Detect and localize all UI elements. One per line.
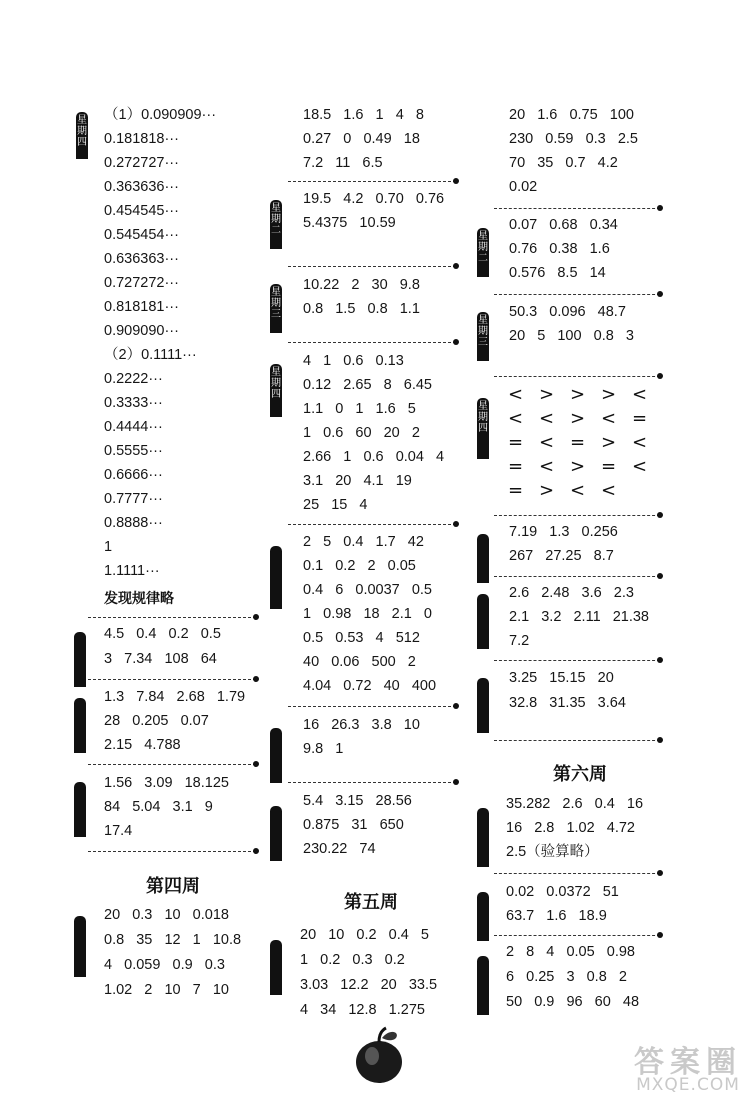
answer-line: 1.3 7.84 2.68 1.79 [104, 689, 246, 705]
answer-line: 230 0.59 0.3 2.5 [509, 131, 638, 147]
answer-line: 4 1 0.6 0.13 [303, 353, 404, 369]
answer-line: 17.4 [104, 823, 133, 839]
answer-line: 20 0.3 10 0.018 [104, 907, 229, 923]
week-5-heading: 第五周 [344, 892, 398, 913]
answer-line: 40 0.06 500 2 [303, 654, 416, 670]
answer-line: 50 0.9 96 60 48 [506, 994, 640, 1010]
text-line: 1 [104, 539, 113, 555]
answer-line: 1.56 3.09 18.125 [104, 775, 229, 791]
answer-line: 0.8 1.5 0.8 1.1 [303, 301, 420, 317]
divider [88, 679, 256, 680]
divider [494, 660, 660, 661]
answer-line: 1 0.6 60 20 2 [303, 425, 420, 441]
text-line: 0.272727··· [104, 155, 179, 171]
answer-line: 2 8 4 0.05 0.98 [506, 944, 635, 960]
divider [494, 208, 660, 209]
answer-line: 0.27 0 0.49 18 [303, 131, 420, 147]
answer-line: 267 27.25 8.7 [509, 548, 614, 564]
text-line: 0.636363··· [104, 251, 179, 267]
text-line: 0.454545··· [104, 203, 179, 219]
divider [88, 617, 256, 618]
answer-line: 4 34 12.8 1.275 [300, 1002, 425, 1018]
text-line: 0.7777··· [104, 491, 163, 507]
answer-line: 18.5 1.6 1 4 8 [303, 107, 424, 123]
comparison-grid [500, 383, 655, 503]
answer-line: 6 0.25 3 0.8 2 [506, 969, 627, 985]
day-tab-block [477, 956, 489, 1015]
answer-line: 70 35 0.7 4.2 [509, 155, 618, 171]
day-tab-block [74, 632, 86, 687]
text-line: 1.1111··· [104, 563, 160, 579]
answer-line: 1 0.2 0.3 0.2 [300, 952, 405, 968]
answer-line: 0.5 0.53 4 512 [303, 630, 420, 646]
watermark [634, 1037, 742, 1095]
divider [88, 851, 256, 852]
answer-line: 2.15 4.788 [104, 737, 181, 753]
day-tab-tuesday: 星期二 [477, 228, 489, 277]
day-tab-block [477, 594, 489, 649]
divider [288, 782, 456, 783]
day-tab-block [477, 808, 489, 867]
text-line: （2）0.1111··· [104, 347, 197, 363]
answer-line: 4 0.059 0.9 0.3 [104, 957, 225, 973]
day-tab-thursday: 星期四 [76, 112, 88, 159]
watermark-en: MXQE.COM [636, 1075, 740, 1095]
answer-line: 0.1 0.2 2 0.05 [303, 558, 416, 574]
text-line: 0.727272··· [104, 275, 179, 291]
day-tab-block [270, 546, 282, 609]
answer-line: 0.4 6 0.0037 0.5 [303, 582, 432, 598]
answer-line: 0.02 [509, 179, 538, 195]
answer-line: 4.5 0.4 0.2 0.5 [104, 626, 221, 642]
text-line: 0.909090··· [104, 323, 179, 339]
divider [494, 873, 660, 874]
answer-line: 3.25 15.15 20 [509, 670, 614, 686]
answer-line: 7.19 1.3 0.256 [509, 524, 618, 540]
compare-row: < > > > < [507, 384, 648, 405]
answer-line: 3 7.34 108 64 [104, 651, 217, 667]
divider [494, 740, 660, 741]
text-line: （1）0.090909··· [104, 107, 217, 123]
answer-line: 20 10 0.2 0.4 5 [300, 927, 429, 943]
answer-line: 5.4 3.15 28.56 [303, 793, 412, 809]
answer-line: 19.5 4.2 0.70 0.76 [303, 191, 445, 207]
answer-line: 3.03 12.2 20 33.5 [300, 977, 438, 993]
answer-line: 0.8 35 12 1 10.8 [104, 932, 242, 948]
answer-line: 1 0.98 18 2.1 0 [303, 606, 432, 622]
day-tab-block [477, 678, 489, 733]
divider [494, 576, 660, 577]
divider [288, 524, 456, 525]
answer-line: 28 0.205 0.07 [104, 713, 209, 729]
compare-row: = < > = < [507, 456, 648, 477]
watermark-cn: 答案圈 [634, 1045, 742, 1080]
text-line: 0.181818··· [104, 131, 179, 147]
answer-line: 0.576 8.5 14 [509, 265, 606, 281]
divider [88, 764, 256, 765]
divider [288, 706, 456, 707]
answer-line: 84 5.04 3.1 9 [104, 799, 213, 815]
answer-line: 2 5 0.4 1.7 42 [303, 534, 424, 550]
compare-row: < < > < = [507, 408, 648, 429]
text-line: 0.363636··· [104, 179, 179, 195]
day-tab-block [74, 698, 86, 753]
answer-line: 1.02 2 10 7 10 [104, 982, 229, 998]
answer-line: 7.2 11 6.5 [303, 155, 383, 171]
day-tab-wednesday: 星期三 [270, 284, 282, 333]
answer-line: 4.04 0.72 40 400 [303, 678, 437, 694]
answer-line: 0.76 0.38 1.6 [509, 241, 610, 257]
text-line: 0.4444··· [104, 419, 163, 435]
answer-line: 5.4375 10.59 [303, 215, 396, 231]
answer-line: 16 26.3 3.8 10 [303, 717, 420, 733]
apple-icon [352, 1026, 406, 1086]
day-tab-wednesday: 星期三 [477, 312, 489, 361]
day-tab-block [270, 940, 282, 995]
week-4-heading: 第四周 [146, 876, 200, 897]
text-line: 0.5555··· [104, 443, 163, 459]
text-line: 0.6666··· [104, 467, 163, 483]
day-tab-tuesday: 星期二 [270, 200, 282, 249]
day-tab-block [270, 728, 282, 783]
text-line: 0.545454··· [104, 227, 179, 243]
answer-line: 10.22 2 30 9.8 [303, 277, 420, 293]
divider [494, 935, 660, 936]
divider [494, 376, 660, 377]
day-tab-block [74, 916, 86, 977]
compare-row: = > < < [507, 480, 617, 501]
rule-note: 发现规律略 [104, 591, 174, 607]
day-tab-block [74, 782, 86, 837]
answer-line: 0.02 0.0372 51 [506, 884, 619, 900]
answer-line: 0.875 31 650 [303, 817, 404, 833]
answer-line: 63.7 1.6 18.9 [506, 908, 607, 924]
day-tab-block [477, 892, 489, 941]
answer-line: 0.07 0.68 0.34 [509, 217, 618, 233]
answer-line: 230.22 74 [303, 841, 376, 857]
compare-row: = < = > < [507, 432, 648, 453]
divider [288, 266, 456, 267]
answer-line: 32.8 31.35 3.64 [509, 695, 626, 711]
answer-line: 35.282 2.6 0.4 16 [506, 796, 644, 812]
answer-line: 0.12 2.65 8 6.45 [303, 377, 432, 393]
answer-line: 50.3 0.096 48.7 [509, 304, 626, 320]
text-line: 0.3333··· [104, 395, 163, 411]
text-line: 0.8888··· [104, 515, 163, 531]
answer-line: 7.2 [509, 633, 530, 649]
day-tab-thursday: 星期四 [477, 398, 489, 459]
answer-line: 20 5 100 0.8 3 [509, 328, 634, 344]
answer-line: 3.1 20 4.1 19 [303, 473, 412, 489]
text-line: 0.2222··· [104, 371, 163, 387]
answer-line: 9.8 1 [303, 741, 344, 757]
divider [494, 294, 660, 295]
day-tab-block [477, 534, 489, 583]
week-6-heading: 第六周 [553, 764, 607, 785]
text-line: 0.818181··· [104, 299, 179, 315]
divider [494, 515, 660, 516]
answer-line: 2.5（验算略） [506, 844, 599, 860]
divider [288, 181, 456, 182]
answer-line: 25 15 4 [303, 497, 368, 513]
answer-line: 1.1 0 1 1.6 5 [303, 401, 416, 417]
answer-line: 2.1 3.2 2.11 21.38 [509, 609, 650, 625]
divider [288, 342, 456, 343]
day-tab-thursday: 星期四 [270, 364, 282, 417]
answer-line: 2.66 1 0.6 0.04 4 [303, 449, 445, 465]
day-tab-block [270, 806, 282, 861]
answer-line: 2.6 2.48 3.6 2.3 [509, 585, 634, 601]
answer-line: 20 1.6 0.75 100 [509, 107, 634, 123]
answer-line: 16 2.8 1.02 4.72 [506, 820, 635, 836]
